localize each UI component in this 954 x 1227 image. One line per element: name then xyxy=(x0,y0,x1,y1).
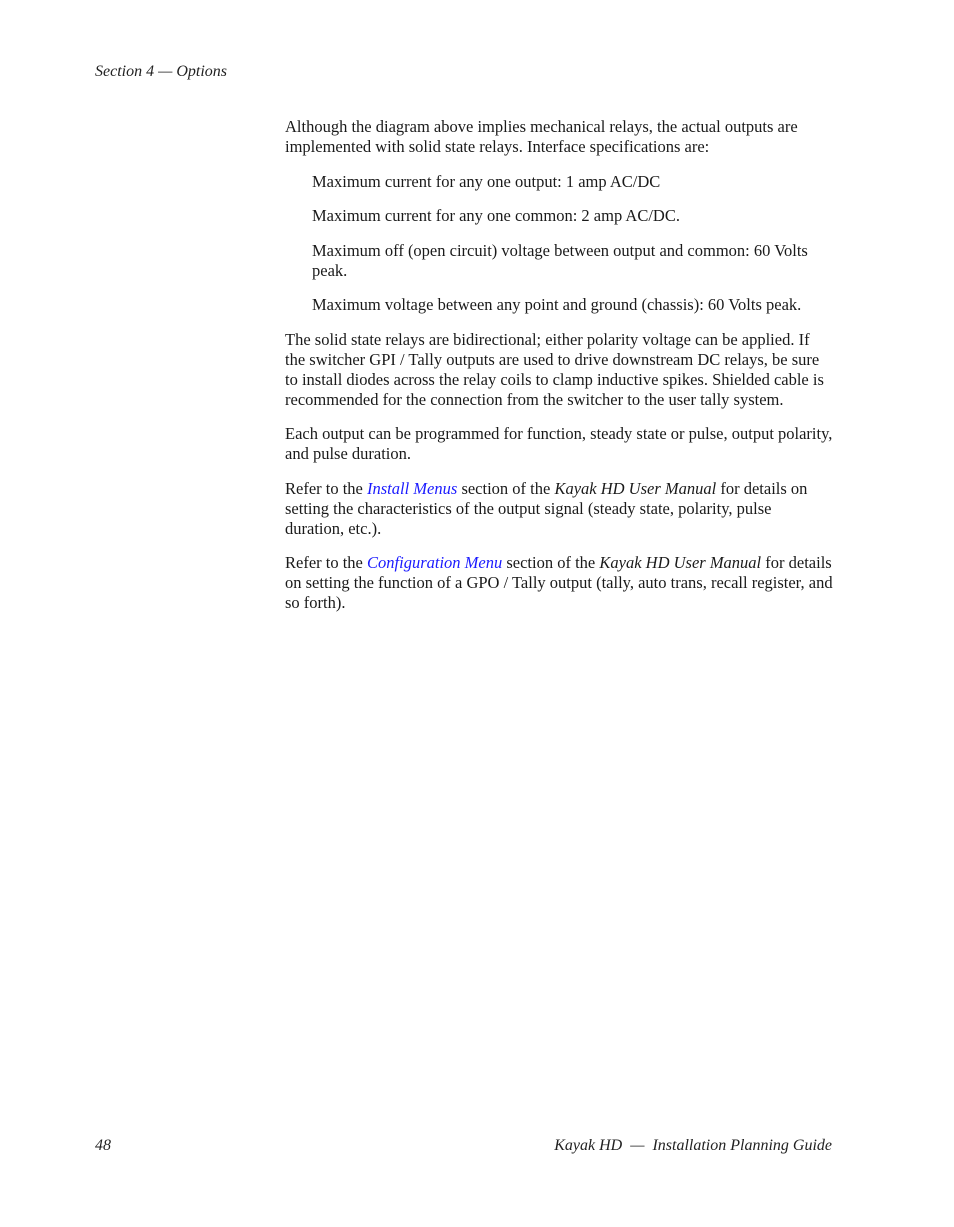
spec-item-output-current: Maximum current for any one output: 1 amp AC/DC xyxy=(312,171,661,191)
footer-title: Kayak HD — Installation Planning Guide xyxy=(554,1137,832,1154)
intro-paragraph: Although the diagram above implies mechanical relays, the actual outputs are implemented with solid state relays. Interface specifications are: xyxy=(285,117,798,156)
spec-item-common-current: Maximum current for any one common: 2 amp AC/DC. xyxy=(312,206,680,225)
running-header: Section 4 — Options xyxy=(95,63,227,80)
spec-item-off-voltage: Maximum off (open circuit) voltage between output and common: 60 Volts peak. xyxy=(312,240,808,280)
configuration-menu-link[interactable]: Configuration Menu xyxy=(367,553,503,572)
ref-prefix: Refer to the xyxy=(285,478,368,498)
ref-prefix: Refer to the xyxy=(285,553,368,572)
configuration-menu-reference xyxy=(285,553,833,613)
spec-item-ground-voltage: Maximum voltage between any point and ground (chassis): 60 Volts peak. xyxy=(312,295,802,314)
body-text xyxy=(285,117,833,628)
ref-suffix: for details on setting the function of a GPO / Tally output (tally, auto trans, recall register, and so forth). xyxy=(285,553,833,612)
relays-paragraph: The solid state relays are bidirectional; either polarity voltage can be applied. If the switcher GPI / Tally outputs are used to drive downstream DC relays, be sure to install diodes across the relay coils to clamp inductive spikes. Shielded cable is recommended for the connection from the switcher to the user tally system. xyxy=(285,329,824,409)
page-number: 48 xyxy=(95,1137,111,1154)
ref-suffix: for details on setting the characteristics of the output signal (steady state, polarity, pulse duration, etc.). xyxy=(285,478,808,538)
output-programming-paragraph: Each output can be programmed for function, steady state or pulse, output polarity, and pulse duration. xyxy=(285,424,833,463)
ref-middle: section of the xyxy=(457,478,555,498)
install-menus-link[interactable]: Install Menus xyxy=(367,478,458,498)
install-menus-reference xyxy=(285,479,833,539)
manual-title: Kayak HD User Manual xyxy=(554,478,717,498)
manual-title: Kayak HD User Manual xyxy=(599,553,762,572)
ref-middle: section of the xyxy=(502,553,600,572)
